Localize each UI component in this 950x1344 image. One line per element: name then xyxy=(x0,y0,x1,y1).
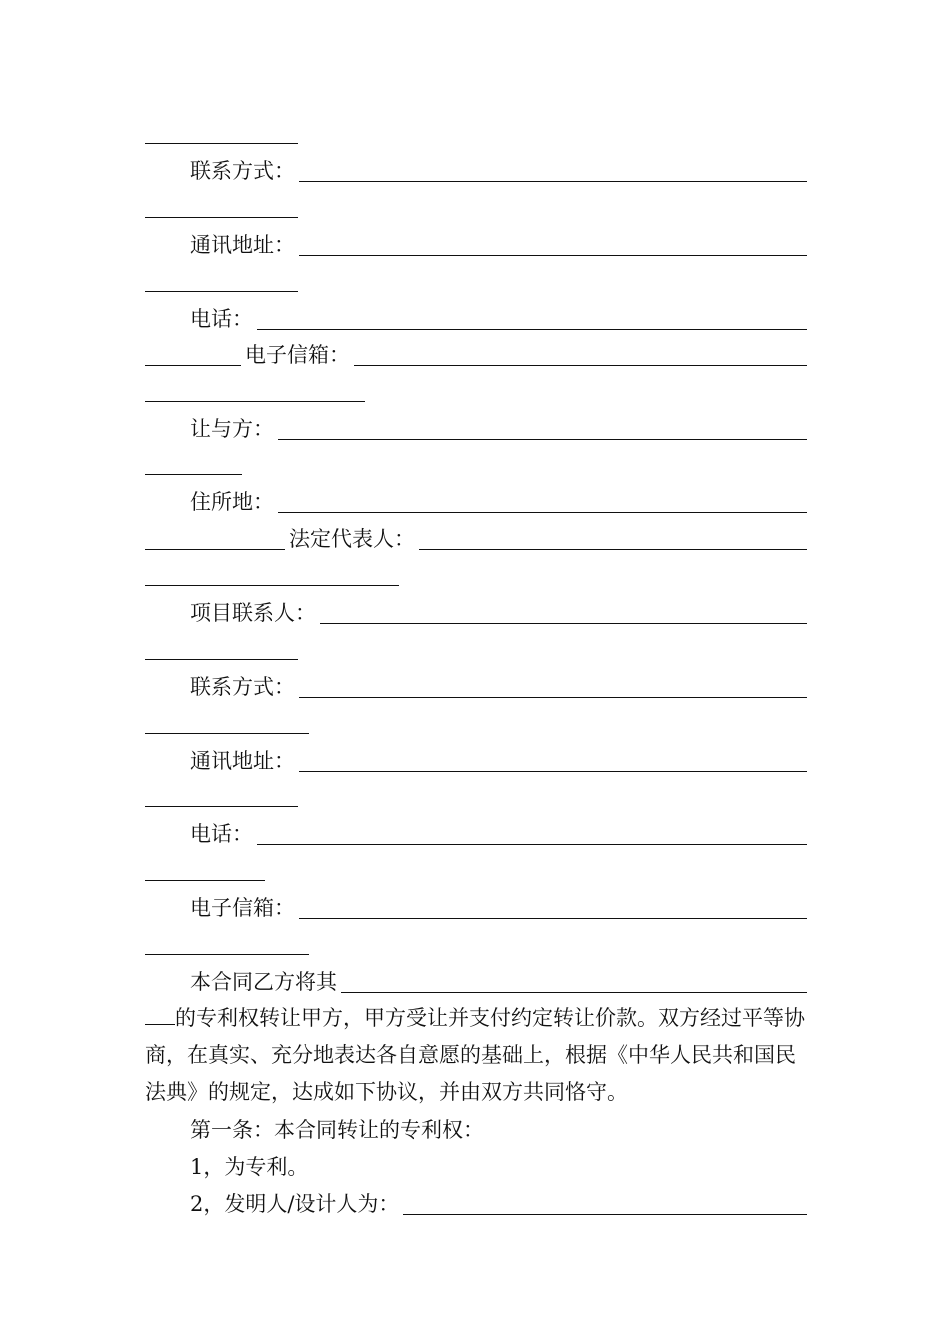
assignor-label: 让与方： xyxy=(190,417,274,441)
email-blank-2 xyxy=(299,918,807,919)
blank-line xyxy=(145,880,265,881)
assignor-blank xyxy=(278,439,807,440)
phone-blank-2 xyxy=(257,844,807,845)
email-label-2: 电子信箱： xyxy=(190,896,295,920)
address-blank-2 xyxy=(299,771,807,772)
email-line xyxy=(145,336,807,374)
address-blank xyxy=(299,255,807,256)
address-label: 通讯地址： xyxy=(190,233,295,257)
article-1-text: 第一条：本合同转让的专利权： xyxy=(190,1118,484,1142)
legal-rep-prefix-blank xyxy=(145,549,285,550)
residence-label: 住所地： xyxy=(190,490,274,514)
intro-first-line xyxy=(145,963,807,1001)
contact-label: 联系方式： xyxy=(190,159,295,183)
contact-blank xyxy=(299,181,807,182)
item-1-text: 1，为专利。 xyxy=(190,1155,309,1179)
contact-line-2 xyxy=(145,668,807,706)
blank-line xyxy=(145,143,298,144)
blank-line xyxy=(145,585,399,586)
phone-line xyxy=(145,300,807,338)
project-contact-line xyxy=(145,594,807,632)
blank-line xyxy=(145,659,298,660)
address-line-2 xyxy=(145,742,807,780)
residence-blank xyxy=(278,512,807,513)
email-blank xyxy=(354,365,807,366)
blank-line xyxy=(145,733,309,734)
phone-blank xyxy=(257,329,807,330)
blank-line xyxy=(145,291,298,292)
phone-label-2: 电话： xyxy=(190,822,253,846)
inventor-blank xyxy=(403,1214,807,1215)
phone-line-2 xyxy=(145,815,807,853)
contact-label-2: 联系方式： xyxy=(190,675,295,699)
article-1 xyxy=(145,1111,807,1149)
project-contact-blank xyxy=(320,623,807,624)
patent-name-blank-end xyxy=(145,1004,175,1025)
residence-line xyxy=(145,483,807,521)
email-prefix-blank xyxy=(145,365,241,366)
project-contact-label: 项目联系人： xyxy=(190,601,316,625)
legal-rep-blank xyxy=(419,549,807,550)
address-line xyxy=(145,226,807,264)
blank-line xyxy=(145,401,365,402)
patent-name-blank xyxy=(341,992,807,993)
intro-start: 本合同乙方将其 xyxy=(190,970,337,994)
blank-line xyxy=(145,474,242,475)
item-2 xyxy=(145,1185,807,1223)
phone-label: 电话： xyxy=(190,307,253,331)
item-2-label: 2，发明人/设计人为： xyxy=(190,1192,400,1216)
item-1 xyxy=(145,1148,807,1186)
contact-blank-2 xyxy=(299,697,807,698)
blank-line xyxy=(145,954,309,955)
blank-line xyxy=(145,806,298,807)
email-label: 电子信箱： xyxy=(245,343,350,367)
assignor-line xyxy=(145,410,807,448)
address-label-2: 通讯地址： xyxy=(190,749,295,773)
blank-line xyxy=(145,217,298,218)
legal-rep-line xyxy=(145,520,807,558)
legal-rep-label: 法定代表人： xyxy=(289,527,415,551)
intro-paragraph xyxy=(145,1000,807,1111)
intro-rest: 的专利权转让甲方，甲方受让并支付约定转让价款。双方经过平等协商，在真实、充分地表达各自意愿的基础上，根据《中华人民共和国民法典》的规定，达成如下协议，并由双方共同恪守。 xyxy=(145,1006,805,1104)
contact-line xyxy=(145,152,807,190)
email-line-2 xyxy=(145,889,807,927)
